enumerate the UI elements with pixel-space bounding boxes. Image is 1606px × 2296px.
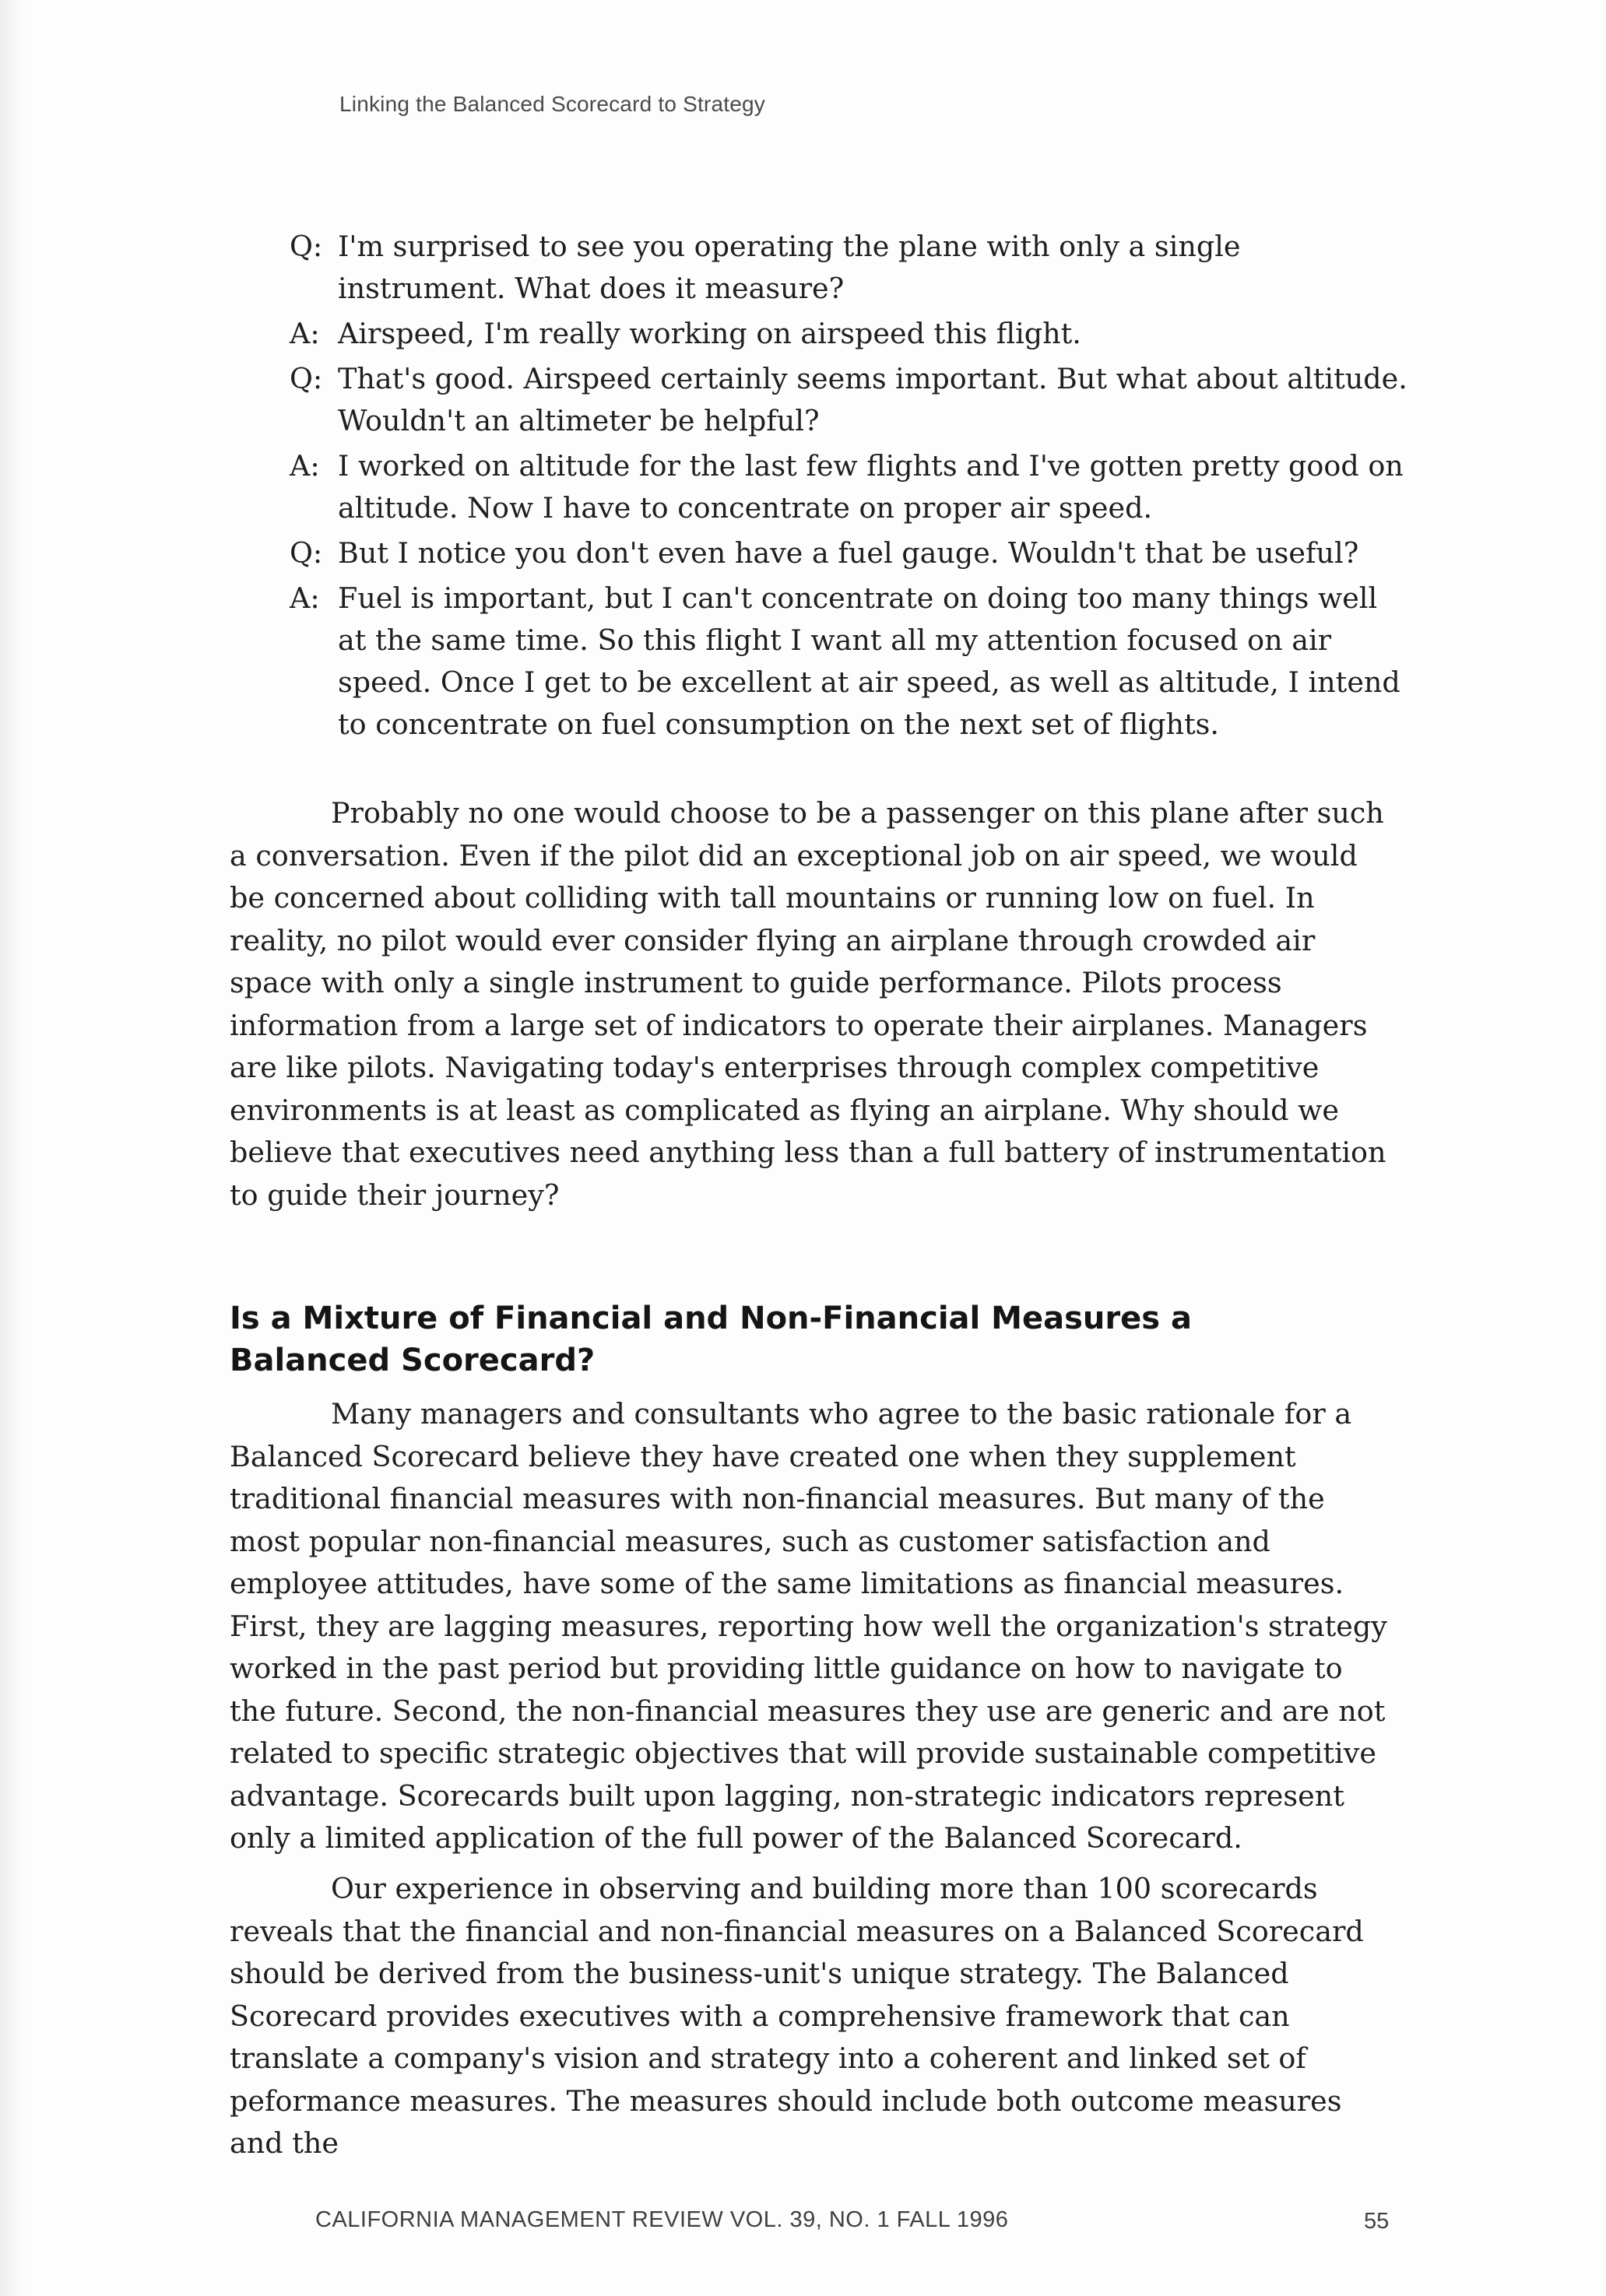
dialogue-speaker: A: xyxy=(290,449,320,483)
dialogue-entry xyxy=(290,226,1411,310)
page-number: 55 xyxy=(1364,2209,1390,2234)
dialogue-text: I worked on altitude for the last few flights and I've gotten pretty good on altitude. Now I have to concentrate on proper air speed. xyxy=(338,449,1404,525)
dialogue-entry xyxy=(290,445,1411,529)
dialogue-entry xyxy=(290,358,1411,442)
dialogue-text: Airspeed, I'm really working on airspeed this flight. xyxy=(338,317,1081,350)
dialogue-text: Fuel is important, but I can't concentrate on doing too many things well at the same time. So this flight I want all my attention focused on air speed. Once I get to be excellent at air speed, as well as altitude, I intend to concentrate on fuel consumption on the next set of flights. xyxy=(338,581,1400,741)
dialogue-block xyxy=(290,226,1411,749)
dialogue-text: But I notice you don't even have a fuel gauge. Wouldn't that be useful? xyxy=(338,536,1359,570)
running-head: Linking the Balanced Scorecard to Strategy xyxy=(339,92,765,116)
paragraph-text: Our experience in observing and building more than 100 scorecards reveals that the financial and non-financial measures on a Balanced Scorecard should be derived from the business-unit's unique strategy. The Balanced Scorecard provides executives with a comprehensive framework that can translate a company's vision and strategy into a coherent and linked set of peformance measures. The measures should include both outcome measures and the xyxy=(230,1872,1364,2160)
paragraph-text: Many managers and consultants who agree to the basic rationale for a Balanced Scorecard believe they have created one when they supplement traditional financial measures with non-financial measures. But many of the most popular non-financial measures, such as customer satisfaction and employee attitudes, have some of the same limitations as financial measures. First, they are lagging measures, reporting how well the organization's strategy worked in the past period but providing little guidance on how to navigate to the future. Second, the non-financial measures they use are generic and are not related to specific strategic objectives that will provide sustainable competitive advantage. Scorecards built upon lagging, non-strategic indicators represent only a limited application of the full power of the Balanced Scorecard. xyxy=(230,1397,1387,1855)
body-paragraph-1 xyxy=(230,792,1397,1216)
dialogue-speaker: Q: xyxy=(290,230,323,263)
body-paragraph-3 xyxy=(230,1868,1397,2165)
paragraph-text: Probably no one would choose to be a passenger on this plane after such a conversation. Even if the pilot did an exceptional job on air speed, we would be concerned about colliding with tall mountains or running low on fuel. In reality, no pilot would ever consider flying an airplane through crowded air space with only a single instrument to guide performance. Pilots process information from a large set of indicators to operate their airplanes. Managers are like pilots. Navigating today's enterprises through complex competitive environments is at least as complicated as flying an airplane. Why should we believe that executives need anything less than a full battery of instrumentation to guide their journey? xyxy=(230,796,1386,1212)
journal-footer: CALIFORNIA MANAGEMENT REVIEW VOL. 39, NO. 1 FALL 1996 xyxy=(315,2207,1009,2232)
scan-edge-shadow xyxy=(0,0,26,2296)
dialogue-text: I'm surprised to see you operating the plane with only a single instrument. What does it measure? xyxy=(338,230,1241,305)
section-heading: Is a Mixture of Financial and Non-Financial Measures a Balanced Scorecard? xyxy=(230,1301,1192,1379)
dialogue-speaker: A: xyxy=(290,581,320,615)
dialogue-text: That's good. Airspeed certainly seems important. But what about altitude. Wouldn't an altimeter be helpful? xyxy=(338,362,1407,437)
dialogue-entry xyxy=(290,578,1411,746)
dialogue-speaker: Q: xyxy=(290,536,323,570)
dialogue-speaker: Q: xyxy=(290,362,323,395)
dialogue-speaker: A: xyxy=(290,317,320,350)
dialogue-entry xyxy=(290,532,1411,574)
dialogue-entry xyxy=(290,313,1411,355)
body-paragraph-2 xyxy=(230,1393,1397,1860)
